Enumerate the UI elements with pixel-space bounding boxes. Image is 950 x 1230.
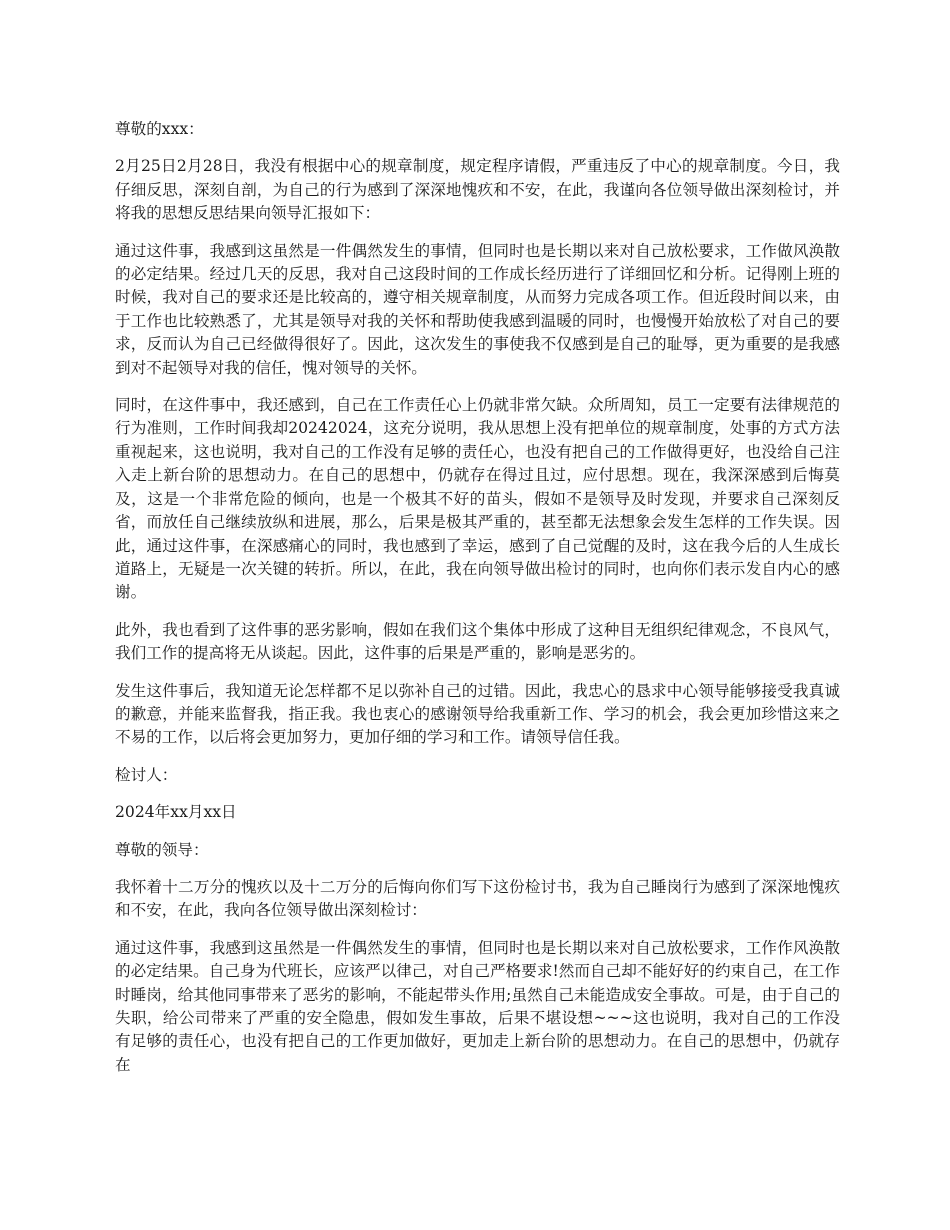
paragraph-impact: 此外，我也看到了这件事的恶劣影响，假如在我们这个集体中形成了这种目无组织纪律观念，不良风气，我们工作的提高将无从谈起。因此，这件事的后果是严重的，影响是恶劣的。	[115, 620, 840, 663]
document-page	[115, 118, 840, 1091]
salutation-2: 尊敬的领导：	[115, 840, 209, 859]
paragraph-intro: 2月25日2月28日，我没有根据中心的规章制度，规定程序请假，严重违反了中心的规章制度。今日，我仔细反思，深刻自剖，为自己的行为感到了深深地愧疚和不安，在此，我谨向各位领导做出深刻检讨，并将我的思想反思结果向领导汇报如下：	[115, 157, 840, 223]
paragraph-responsibility: 同时，在这件事中，我还感到，自己在工作责任心上仍就非常欠缺。众所周知，员工一定要有法律规范的行为准则，工作时间我却20242024，这充分说明，我从思想上没有把单位的规章制度，处事的方式方法重视起来，这也说明，我对自己的工作没有足够的责任心，也没有把自己的工作做得更好，也没给自己注入走上新台阶的思想动力。在自己的思想中，仍就存在得过且过，应付思想。现在，我深深感到后悔莫及，这是一个非常危险的倾向，也是一个极其不好的苗头，假如不是领导及时发现，并要求自己深刻反省，而放任自己继续放纵和进展，那么，后果是极其严重的，甚至都无法想象会发生怎样的工作失误。因此，通过这件事，在深感痛心的同时，我也感到了幸运，感到了自己觉醒的及时，这在我今后的人生成长道路上，无疑是一次关键的转折。所以，在此，我在向领导做出检讨的同时，也向你们表示发自内心的感谢。	[115, 396, 840, 602]
paragraph-intro-2: 我怀着十二万分的愧疚以及十二万分的后悔向你们写下这份检讨书，我为自己睡岗行为感到了深深地愧疚和不安，在此，我向各位领导做出深刻检讨：	[115, 877, 840, 920]
paragraph-reflection: 通过这件事，我感到这虽然是一件偶然发生的事情，但同时也是长期以来对自己放松要求，工作做风涣散的必定结果。经过几天的反思，我对自己这段时间的工作成长经历进行了详细回忆和分析。记得刚上班的时候，我对自己的要求还是比较高的，遵守相关规章制度，从而努力完成各项工作。但近段时间以来，由于工作也比较熟悉了，尤其是领导对我的关怀和帮助使我感到温暖的同时，也慢慢开始放松了对自己的要求，反而认为自己已经做得很好了。因此，这次发生的事使我不仅感到是自己的耻辱，更为重要的是我感到对不起领导对我的信任，愧对领导的关怀。	[115, 241, 840, 377]
signature-label: 检讨人：	[115, 765, 178, 784]
paragraph-apology: 发生这件事后，我知道无论怎样都不足以弥补自己的过错。因此，我忠心的恳求中心领导能够接受我真诚的歉意，并能来监督我，指正我。我也衷心的感谢领导给我重新工作、学习的机会，我会更加珍惜这来之不易的工作，以后将会更加努力，更加仔细的学习和工作。请领导信任我。	[115, 681, 840, 747]
salutation-1: 尊敬的xxx：	[115, 120, 204, 138]
paragraph-reflection-2: 通过这件事，我感到这虽然是一件偶然发生的事情，但同时也是长期以来对自己放松要求，工作作风涣散的必定结果。自己身为代班长，应该严以律己，对自己严格要求!然而自己却不能好好的约束自己，在工作时睡岗，给其他同事带来了恶劣的影响，不能起带头作用;虽然自己未能造成安全事故。可是，由于自己的失职，给公司带来了严重的安全隐患，假如发生事故，后果不堪设想~~~这也说明，我对自己的工作没有足够的责任心，也没有把自己的工作更加做好，更加走上新台阶的思想动力。在自己的思想中，仍就存在	[115, 938, 840, 1074]
date-line: 2024年xx月xx日	[115, 803, 237, 822]
